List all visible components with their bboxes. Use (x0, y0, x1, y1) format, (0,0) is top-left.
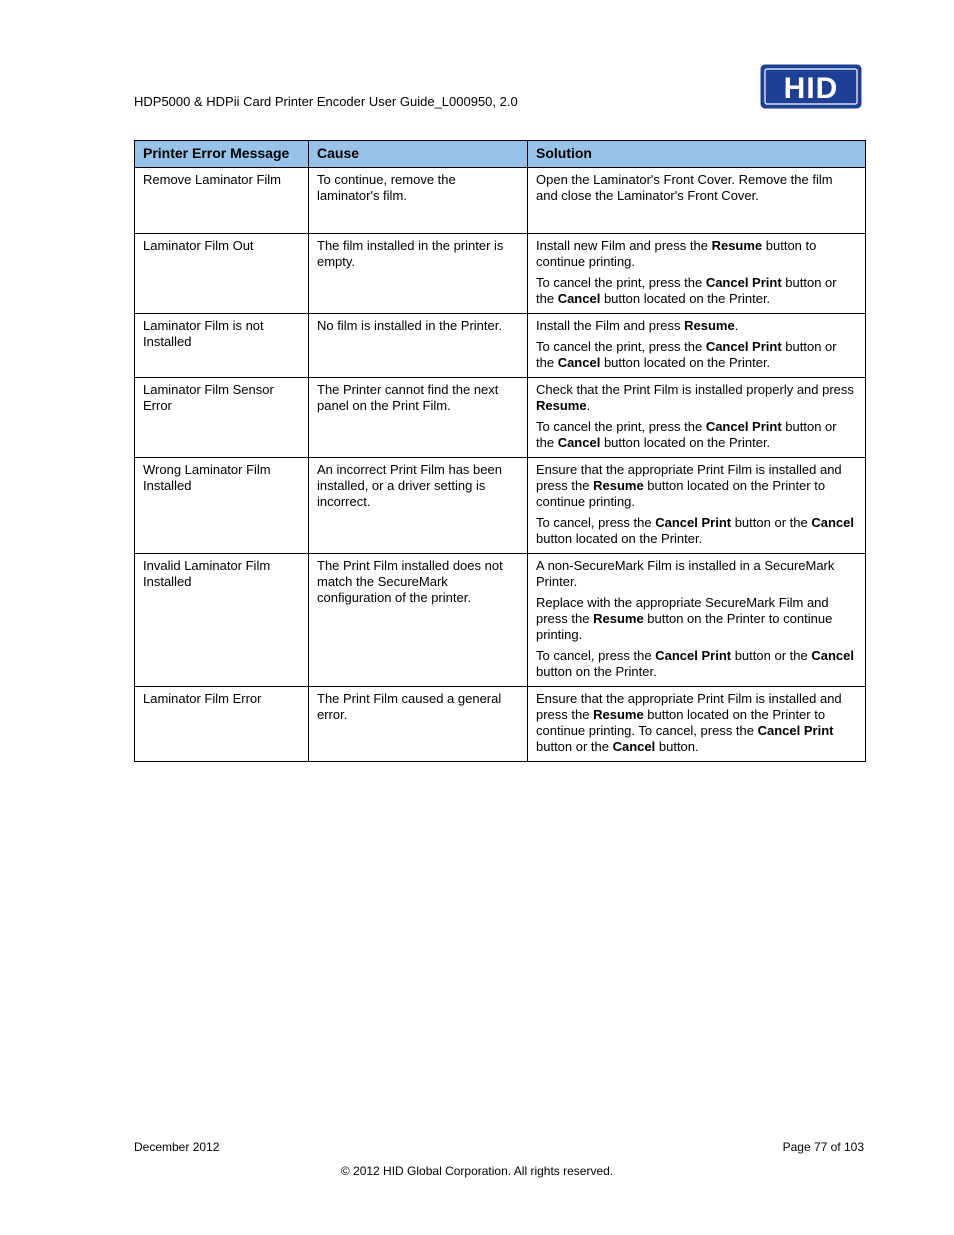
error-message-cell: Wrong Laminator Film Installed (135, 458, 309, 554)
table-row (135, 168, 866, 234)
button-name-text: Cancel Print (705, 275, 782, 290)
button-name-text: Cancel Print (655, 648, 732, 663)
solution-text: . (586, 398, 591, 413)
solution-cell (528, 378, 866, 458)
table-header-row (135, 141, 866, 168)
solution-paragraph (536, 419, 857, 451)
solution-paragraph (536, 172, 857, 204)
button-name-text: Resume (711, 238, 763, 253)
cause-cell: The Print Film caused a general error. (309, 687, 528, 762)
button-name-text: Cancel (811, 648, 854, 663)
hid-logo (760, 64, 862, 109)
solution-text: Install new Film and press the (536, 238, 712, 253)
solution-text: button or the (731, 515, 812, 530)
button-name-text: Resume (593, 478, 644, 493)
solution-text: button or the (731, 648, 812, 663)
solution-paragraph (536, 515, 857, 547)
column-header-cause: Cause (309, 141, 528, 168)
solution-text: To cancel the print, press the (536, 419, 706, 434)
solution-cell (528, 687, 866, 762)
solution-text: Install the Film and press (536, 318, 685, 333)
button-name-text: Cancel Print (655, 515, 732, 530)
printer-error-table (134, 140, 866, 762)
solution-paragraph (536, 275, 857, 307)
table-row (135, 234, 866, 314)
button-name-text: Resume (536, 398, 587, 413)
solution-text: button located on the Printer. (600, 355, 771, 370)
solution-text: button or the (536, 419, 837, 450)
solution-text: button or the (536, 275, 837, 306)
button-name-text: Resume (593, 707, 644, 722)
error-message-cell: Remove Laminator Film (135, 168, 309, 234)
solution-text: button on the Printer to continue printing. (536, 611, 833, 642)
solution-text: button or the (536, 739, 613, 754)
solution-text: Replace with the appropriate SecureMark Film and press the (536, 595, 829, 626)
solution-text: To cancel, press the (536, 648, 656, 663)
solution-text: button located on the Printer. (536, 531, 703, 546)
solution-text: button located on the Printer. (600, 291, 771, 306)
button-name-text: Resume (684, 318, 735, 333)
solution-paragraph (536, 462, 857, 510)
solution-text: button or the (536, 339, 837, 370)
solution-paragraph (536, 238, 857, 270)
button-name-text: Cancel Print (705, 419, 782, 434)
error-message-cell: Laminator Film Out (135, 234, 309, 314)
table-row (135, 458, 866, 554)
error-message-cell: Laminator Film Error (135, 687, 309, 762)
column-header-message: Printer Error Message (135, 141, 309, 168)
solution-cell (528, 314, 866, 378)
error-message-cell: Invalid Laminator Film Installed (135, 554, 309, 687)
cause-cell: An incorrect Print Film has been installed, or a driver setting is incorrect. (309, 458, 528, 554)
error-message-cell: Laminator Film Sensor Error (135, 378, 309, 458)
solution-text: button on the Printer. (536, 664, 657, 679)
footer-date: December 2012 (134, 1140, 220, 1154)
button-name-text: Cancel (557, 355, 601, 370)
button-name-text: Resume (593, 611, 644, 626)
column-header-solution: Solution (528, 141, 866, 168)
solution-paragraph (536, 339, 857, 371)
solution-cell (528, 458, 866, 554)
solution-text: To cancel the print, press the (536, 275, 706, 290)
solution-paragraph (536, 648, 857, 680)
cause-cell: The Print Film installed does not match the SecureMark configuration of the printer. (309, 554, 528, 687)
cause-cell: To continue, remove the laminator's film. (309, 168, 528, 234)
button-name-text: Cancel (612, 739, 656, 754)
solution-paragraph (536, 318, 857, 334)
cause-cell: The film installed in the printer is empty. (309, 234, 528, 314)
solution-cell (528, 168, 866, 234)
document-title: HDP5000 & HDPii Card Printer Encoder User Guide_L000950, 2.0 (134, 94, 518, 109)
solution-text: To cancel, press the (536, 515, 656, 530)
footer-page-number: Page 77 of 103 (782, 1140, 864, 1154)
solution-text: To cancel the print, press the (536, 339, 706, 354)
solution-cell (528, 554, 866, 687)
solution-text: button. (655, 739, 699, 754)
solution-text: button located on the Printer. (600, 435, 771, 450)
table-row (135, 687, 866, 762)
table-row (135, 378, 866, 458)
solution-text: Ensure that the appropriate Print Film is installed and press the (536, 691, 842, 722)
solution-text: button to continue printing. (536, 238, 817, 269)
table-row (135, 554, 866, 687)
solution-paragraph (536, 558, 857, 590)
button-name-text: Cancel (557, 291, 601, 306)
solution-cell (528, 234, 866, 314)
footer-copyright: © 2012 HID Global Corporation. All rights reserved. (340, 1164, 614, 1178)
svg-text:HID: HID (783, 72, 839, 105)
button-name-text: Cancel (811, 515, 854, 530)
solution-text: . (734, 318, 739, 333)
button-name-text: Cancel Print (705, 339, 782, 354)
error-message-cell: Laminator Film is not Installed (135, 314, 309, 378)
solution-text: Ensure that the appropriate Print Film is installed and press the (536, 462, 842, 493)
solution-paragraph (536, 382, 857, 414)
solution-text: Open the Laminator's Front Cover. Remove the film and close the Laminator's Front Cover. (536, 172, 833, 203)
solution-text: A non-SecureMark Film is installed in a SecureMark Printer. (536, 558, 835, 589)
solution-paragraph (536, 595, 857, 643)
solution-text: button located on the Printer to continue printing. To cancel, press the (536, 707, 826, 738)
solution-text: button located on the Printer to continue printing. (536, 478, 826, 509)
solution-text: Check that the Print Film is installed properly and press (536, 382, 854, 397)
table-row (135, 314, 866, 378)
cause-cell: The Printer cannot find the next panel on the Print Film. (309, 378, 528, 458)
solution-paragraph (536, 691, 857, 755)
cause-cell: No film is installed in the Printer. (309, 314, 528, 378)
button-name-text: Cancel Print (757, 723, 834, 738)
button-name-text: Cancel (557, 435, 601, 450)
